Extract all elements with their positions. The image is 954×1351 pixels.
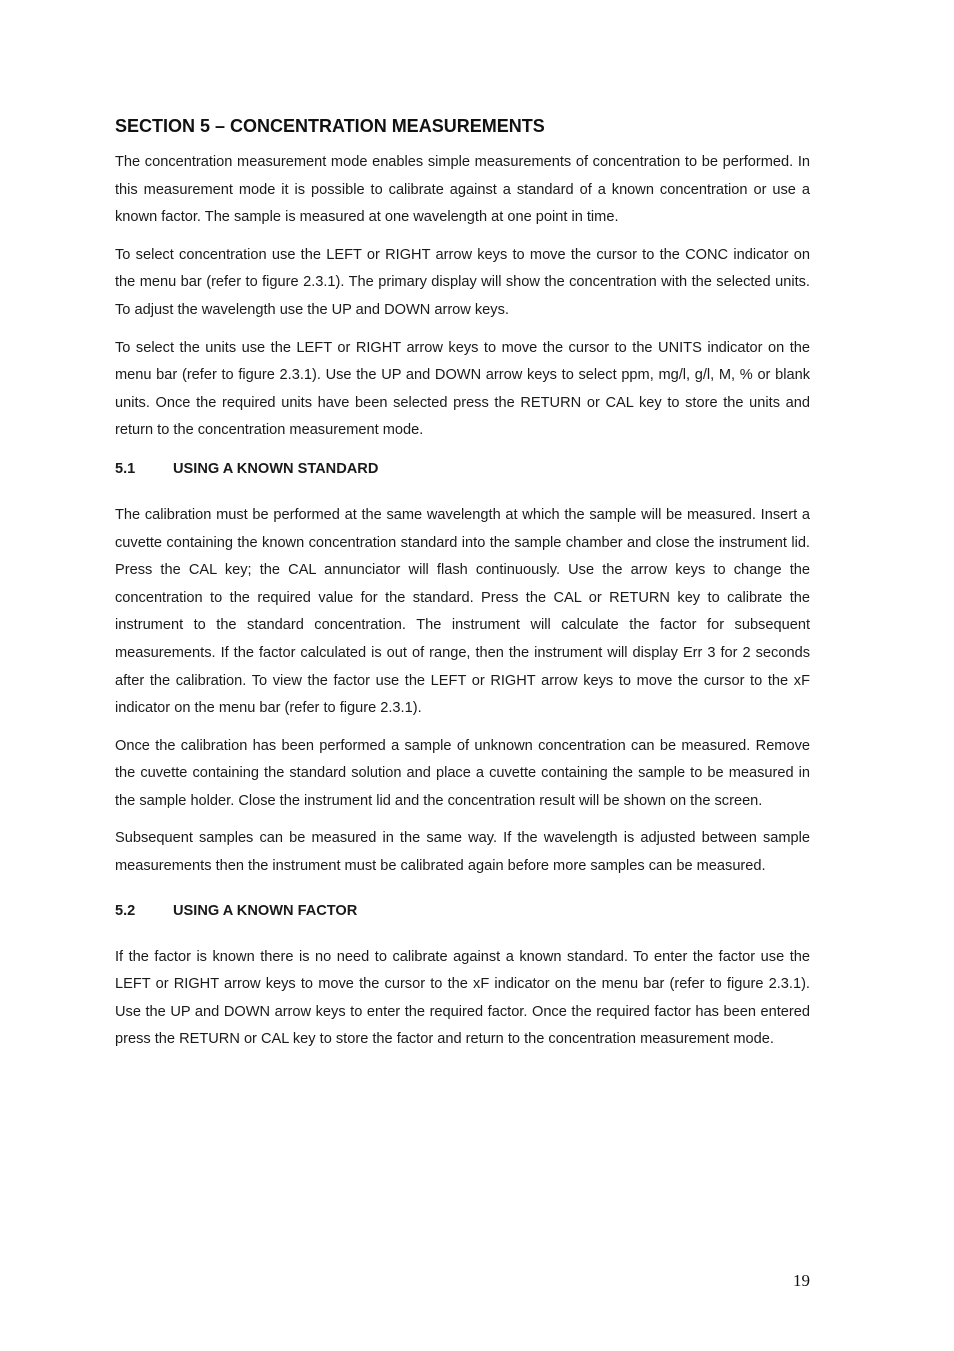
subsection-title: USING A KNOWN STANDARD (173, 460, 379, 477)
subsection-1-paragraph-1: The calibration must be performed at the same wavelength at which the sample will be measured. Insert a cuvette containing the known concentration standard into the sample chamber and close the instrument lid. Press the CAL key; the CAL annunciator will flash continuously. Use the arrow keys to change the concentration to the required value for the standard. Press the CAL or RETURN key to calibrate the instrument to the standard concentration. The instrument will calculate the factor for subsequent measurements. If the factor calculated is out of range, then the instrument will display Err 3 for 2 seconds after the calibration. To view the factor use the LEFT or RIGHT arrow keys to move the cursor to the xF indicator on the menu bar (refer to figure 2.3.1). (115, 506, 810, 717)
subsection-title: USING A KNOWN FACTOR (173, 902, 358, 919)
subsection-1-paragraph-3: Subsequent samples can be measured in the same way. If the wavelength is adjusted between sample measurements then the instrument must be calibrated again before more samples can be measured. (115, 830, 810, 875)
document-page (115, 112, 810, 1064)
subsection-1-paragraph-2: Once the calibration has been performed a sample of unknown concentration can be measured. Remove the cuvette containing the standard solution and place a cuvette containing the sample to be measured in the sample holder. Close the instrument lid and the concentration result will be shown on the screen. (115, 737, 810, 809)
section-paragraph-3: To select the units use the LEFT or RIGHT arrow keys to move the cursor to the UNITS indicator on the menu bar (refer to figure 2.3.1). Use the UP and DOWN arrow keys to select ppm, mg/l, g/l, M, % or blank units. Once the required units have been selected press the RETURN or CAL key to store the units and return to the concentration measurement mode. (115, 339, 810, 439)
section-paragraph-1: The concentration measurement mode enables simple measurements of concentration to be performed. In this measurement mode it is possible to calibrate against a standard of a known concentration or use a known factor. The sample is measured at one wavelength at one point in time. (115, 154, 810, 226)
subsection-number: 5.1 (115, 460, 136, 477)
subsection-number: 5.2 (115, 902, 136, 919)
section-title: SECTION 5 – CONCENTRATION MEASUREMENTS (115, 116, 545, 136)
subsection-2-paragraph-1: If the factor is known there is no need to calibrate against a known standard. To enter the factor use the LEFT or RIGHT arrow keys to move the cursor to the xF indicator on the menu bar (refer to figure 2.3.1). Use the UP and DOWN arrow keys to enter the required factor. Once the required factor has been entered press the RETURN or CAL key to store the factor and return to the concentration measurement mode. (115, 948, 810, 1048)
page-number: 19 (793, 1271, 810, 1290)
section-paragraph-2: To select concentration use the LEFT or RIGHT arrow keys to move the cursor to the CONC indicator on the menu bar (refer to figure 2.3.1). The primary display will show the concentration with the selected units. To adjust the wavelength use the UP and DOWN arrow keys. (115, 246, 810, 318)
subsection-heading-5-1 (115, 455, 810, 483)
subsection-heading-5-2 (115, 897, 810, 925)
